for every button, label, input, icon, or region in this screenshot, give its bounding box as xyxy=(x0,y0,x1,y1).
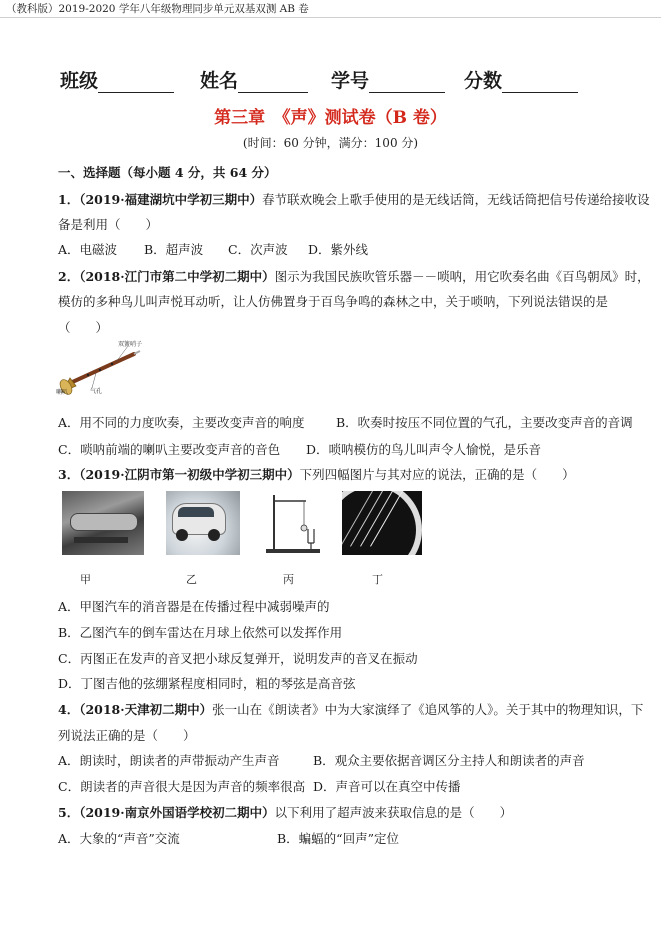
q2-option-d[interactable]: D．唢呐模仿的鸟儿叫声令人愉悦，是乐音 xyxy=(306,442,542,457)
q4-option-c[interactable]: C．朗读者的声音很大是因为声音的频率很高 xyxy=(58,779,306,794)
bell-label: 喇叭 xyxy=(56,389,69,396)
q4-option-d[interactable]: D．声音可以在真空中传播 xyxy=(313,779,461,794)
q3-option-d[interactable]: D．丁图吉他的弦绷紧程度相同时，粗的琴弦是高音弦 xyxy=(58,676,356,691)
caption-ding: 丁 xyxy=(372,573,383,586)
q4-option-b[interactable]: B．观众主要依据音调区分主持人和朗读者的声音 xyxy=(313,753,585,768)
question-1-line-2: 备是利用（ ） xyxy=(58,217,159,232)
q4-option-a[interactable]: A．朗读时，朗读者的声带振动产生声音 xyxy=(58,753,280,768)
q1-text: 春节联欢晚会上歌手使用的是无线话筒，无线话筒把信号传递给接收设 xyxy=(262,192,650,207)
page-subtitle: (时间：60 分钟，满分：100 分) xyxy=(242,136,419,150)
q1-option-d[interactable]: D．紫外线 xyxy=(308,242,369,257)
id-blank[interactable] xyxy=(369,72,445,93)
q2-option-c[interactable]: C．唢呐前端的喇叭主要改变声音的音色 xyxy=(58,442,281,457)
q1-number: 1． xyxy=(58,192,80,207)
q4-source: （2018·天津初二期中） xyxy=(79,702,213,717)
q4-number: 4． xyxy=(58,702,80,717)
q1-option-a[interactable]: A．电磁波 xyxy=(58,242,118,257)
q3-number: 3． xyxy=(58,467,80,482)
q1-option-c[interactable]: C．次声波 xyxy=(228,242,288,257)
question-2-line-1 xyxy=(58,267,650,285)
question-4-line-1 xyxy=(58,700,643,718)
q1-option-b[interactable]: B．超声波 xyxy=(144,242,204,257)
q1-options xyxy=(0,240,661,258)
q5-options-row-1 xyxy=(0,829,661,847)
q5-option-b[interactable]: B．蝙蝠的“回声”定位 xyxy=(277,831,399,846)
name-field xyxy=(200,66,308,93)
caption-jia: 甲 xyxy=(80,573,91,586)
score-label: 分数 xyxy=(464,70,503,92)
section-heading: 一、选择题（每小题 4 分，共 64 分） xyxy=(58,165,277,180)
q2-option-a[interactable]: A．用不同的力度吹奏，主要改变声音的响度 xyxy=(58,415,305,430)
running-header: （教科版）2019-2020 学年八年级物理同步单元双基双测 AB 卷 xyxy=(6,3,309,15)
q3-option-a[interactable]: A．甲图汽车的消音器是在传播过程中减弱噪声的 xyxy=(58,599,330,614)
class-label: 班级 xyxy=(60,70,99,92)
q2-option-b[interactable]: B．吹奏时按压不同位置的气孔，主要改变声音的音调 xyxy=(336,415,633,430)
q5-text: 以下利用了超声波来获取信息的是（ ） xyxy=(274,805,513,820)
q2-options-row-2 xyxy=(0,440,661,458)
q2-number: 2． xyxy=(58,269,80,284)
caption-yi: 乙 xyxy=(186,573,197,586)
q4-text: 张一山在《朗读者》中为大家演绎了《追风筝的人》。关于其中的物理知识，下 xyxy=(212,702,644,717)
id-field xyxy=(331,66,445,93)
student-info-fields xyxy=(0,66,661,96)
figure-jia-muffler xyxy=(62,491,144,555)
q3-option-b[interactable]: B．乙图汽车的倒车雷达在月球上依然可以发挥作用 xyxy=(58,625,343,640)
id-label: 学号 xyxy=(331,70,370,92)
hole-label: 气孔 xyxy=(90,388,103,395)
name-blank[interactable] xyxy=(238,72,308,93)
figure-bing-tuning-fork xyxy=(262,491,322,555)
class-blank[interactable] xyxy=(98,72,174,93)
q3-source: （2019·江阴市第一初级中学初三期中） xyxy=(79,467,300,482)
figure-ding-guitar xyxy=(342,491,422,555)
q1-source: （2019·福建湖坑中学初三期中） xyxy=(79,192,263,207)
score-field xyxy=(464,66,578,93)
q3-text: 下列四幅图片与其对应的说法，正确的是（ ） xyxy=(299,467,575,482)
q2-options-row-1 xyxy=(0,413,661,431)
page-title: 第三章 《声》测试卷（B 卷） xyxy=(214,108,447,128)
q5-source: （2019·南京外国语学校初二期中） xyxy=(79,805,275,820)
question-5-line-1 xyxy=(58,803,512,821)
question-2-line-2: 模仿的多种鸟儿叫声悦耳动听，让人仿佛置身于百鸟争鸣的森林之中，关于唢呐，下列说法错误的是 xyxy=(58,294,609,309)
q2-text: 图示为我国民族吹管乐器－－唢呐，用它吹奏名曲《百鸟朝凤》时， xyxy=(274,269,650,284)
question-3-line-1 xyxy=(58,465,575,483)
q5-number: 5． xyxy=(58,805,80,820)
name-label: 姓名 xyxy=(200,70,239,92)
q4-options-row-2 xyxy=(0,777,661,795)
question-4-line-2: 列说法正确的是（ ） xyxy=(58,728,196,743)
header-divider xyxy=(0,17,661,18)
question-2-line-3: （ ） xyxy=(58,320,109,335)
q4-options-row-1 xyxy=(0,751,661,769)
figure-yi-reversing-radar xyxy=(166,491,240,555)
q2-source: （2018·江门市第二中学初二期中） xyxy=(79,269,275,284)
q3-option-c[interactable]: C．丙图正在发声的音叉把小球反复弹开，说明发声的音叉在振动 xyxy=(58,651,418,666)
q5-option-a[interactable]: A．大象的“声音”交流 xyxy=(58,831,180,846)
class-field xyxy=(60,66,174,93)
question-1-line-1 xyxy=(58,190,650,208)
score-blank[interactable] xyxy=(502,72,578,93)
reed-label: 双簧哨子 xyxy=(118,341,143,348)
suona-figure xyxy=(56,340,166,402)
caption-bing: 丙 xyxy=(283,573,294,586)
